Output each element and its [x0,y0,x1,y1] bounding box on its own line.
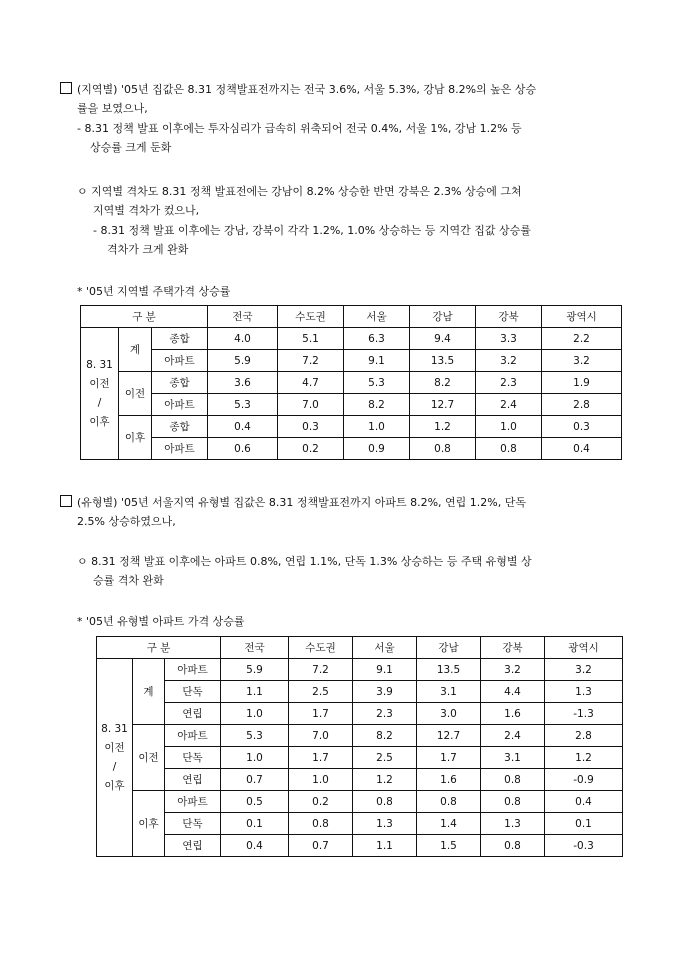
value-cell: 7.0 [278,394,344,416]
value-cell: 1.7 [417,747,481,769]
value-cell: 0.8 [481,769,545,791]
value-cell: 6.3 [344,328,410,350]
table-row [97,681,623,703]
value-cell: 2.4 [476,394,542,416]
value-cell: 1.6 [481,703,545,725]
table-row [97,835,623,857]
value-cell: 0.8 [410,438,476,460]
value-cell: 3.2 [542,350,622,372]
value-cell: 12.7 [417,725,481,747]
type-label: 아파트 [165,791,221,813]
value-cell: 1.9 [542,372,622,394]
checkbox-square-icon [60,82,72,94]
value-cell: 1.3 [481,813,545,835]
value-cell: 0.9 [344,438,410,460]
value-cell: 3.2 [481,659,545,681]
section1-circle: ㅇ 지역별 격차도 8.31 정책 발표전에는 강남이 8.2% 상승한 반면 강북은 2.3% 상승에 그쳐 [77,185,522,198]
table-row [81,350,622,372]
value-cell: 1.0 [289,769,353,791]
type-label: 단독 [165,813,221,835]
value-cell: 0.1 [221,813,289,835]
checkbox-square-icon [60,495,72,507]
value-cell: 1.5 [417,835,481,857]
section2-bullet-cont: 2.5% 상승하였으나, [77,515,176,528]
column-header: 서울 [344,306,410,328]
value-cell: 5.9 [221,659,289,681]
period-label-line: 이전 [89,377,110,390]
group-label: 이후 [133,791,165,857]
value-cell: 1.0 [221,703,289,725]
period-label-line: 이후 [104,779,125,792]
period-label-line: / [112,760,117,773]
value-cell: 2.5 [289,681,353,703]
group-label: 이전 [133,725,165,791]
header-label: 구 분 [81,306,208,328]
value-cell: 3.3 [476,328,542,350]
table-row [81,438,622,460]
value-cell: 12.7 [410,394,476,416]
value-cell: 3.2 [545,659,623,681]
group-label: 이전 [119,372,152,416]
table2-title: * '05년 유형별 아파트 가격 상승률 [77,615,245,628]
value-cell: 2.3 [476,372,542,394]
type-label: 종합 [152,372,208,394]
value-cell: 1.1 [353,835,417,857]
value-cell: 0.4 [545,791,623,813]
type-label: 아파트 [152,350,208,372]
column-header: 광역시 [542,306,622,328]
value-cell: 5.3 [208,394,278,416]
value-cell: 13.5 [410,350,476,372]
column-header: 강북 [476,306,542,328]
column-header: 전국 [208,306,278,328]
value-cell: 3.2 [476,350,542,372]
header-label: 구 분 [97,637,221,659]
table-row [97,703,623,725]
section1-circle-cont: 지역별 격차가 컸으나, [93,204,200,217]
value-cell: 0.7 [289,835,353,857]
value-cell: 8.2 [353,725,417,747]
table-header-row [81,306,622,328]
value-cell: 0.7 [221,769,289,791]
period-label-line: 8. 31 [101,722,128,735]
value-cell: 0.8 [481,835,545,857]
value-cell: 3.9 [353,681,417,703]
value-cell: 9.4 [410,328,476,350]
period-label-line: / [97,396,102,409]
table-row [97,813,623,835]
section1-dash2-cont: 격차가 크게 완화 [107,243,189,256]
value-cell: 2.2 [542,328,622,350]
table-row [81,416,622,438]
value-cell: 4.7 [278,372,344,394]
table-row [81,394,622,416]
value-cell: 5.3 [344,372,410,394]
column-header: 전국 [221,637,289,659]
group-label: 이후 [119,416,152,460]
value-cell: 0.2 [278,438,344,460]
type-price-table [96,636,623,857]
value-cell: 7.0 [289,725,353,747]
value-cell: 0.6 [208,438,278,460]
value-cell: 1.3 [353,813,417,835]
type-label: 연립 [165,769,221,791]
value-cell: 2.8 [545,725,623,747]
type-label: 아파트 [165,725,221,747]
column-header: 강남 [410,306,476,328]
value-cell: 7.2 [278,350,344,372]
value-cell: 1.1 [221,681,289,703]
table-row [97,769,623,791]
type-label: 종합 [152,328,208,350]
value-cell: 2.5 [353,747,417,769]
table1-title: * '05년 지역별 주택가격 상승률 [77,285,231,298]
section2-bullet-text: (유형별) '05년 서울지역 유형별 집값은 8.31 정책발표전까지 아파트 8.2%, 연립 1.2%, 단독 [77,496,526,509]
column-header: 수도권 [289,637,353,659]
value-cell: 2.8 [542,394,622,416]
table-row [97,659,623,681]
value-cell: 1.0 [476,416,542,438]
value-cell: 7.2 [289,659,353,681]
period-label-line: 8. 31 [86,358,113,371]
value-cell: 0.4 [542,438,622,460]
column-header: 강남 [417,637,481,659]
table-header-row [97,637,623,659]
section2-circle-cont: 승률 격차 완화 [93,574,164,587]
value-cell: 0.8 [476,438,542,460]
value-cell: 0.8 [353,791,417,813]
value-cell: 5.1 [278,328,344,350]
value-cell: 0.4 [221,835,289,857]
value-cell: 4.0 [208,328,278,350]
section1-bullet-cont: 률을 보였으나, [77,102,148,115]
value-cell: 2.3 [353,703,417,725]
value-cell: 0.4 [208,416,278,438]
table-row [81,372,622,394]
section1-bullet-text: (지역별) '05년 집값은 8.31 정책발표전까지는 전국 3.6%, 서울 5.3%, 강남 8.2%의 높은 상승 [77,83,537,96]
period-label-line: 이전 [104,741,125,754]
regional-price-table [80,305,622,460]
value-cell: 5.9 [208,350,278,372]
value-cell: -0.9 [545,769,623,791]
section1-dash2: - 8.31 정책 발표 이후에는 강남, 강북이 각각 1.2%, 1.0% 상승하는 등 지역간 집값 상승률 [93,224,531,237]
value-cell: 0.2 [289,791,353,813]
value-cell: 0.3 [278,416,344,438]
value-cell: 4.4 [481,681,545,703]
value-cell: 3.1 [481,747,545,769]
value-cell: -0.3 [545,835,623,857]
value-cell: 0.8 [417,791,481,813]
value-cell: 1.0 [221,747,289,769]
value-cell: 0.8 [481,791,545,813]
type-label: 단독 [165,747,221,769]
value-cell: 13.5 [417,659,481,681]
value-cell: 8.2 [344,394,410,416]
period-label [97,659,133,857]
value-cell: 0.8 [289,813,353,835]
value-cell: 5.3 [221,725,289,747]
column-header: 수도권 [278,306,344,328]
value-cell: 3.6 [208,372,278,394]
group-label: 계 [119,328,152,372]
section2-bullet [60,493,630,512]
value-cell: 2.4 [481,725,545,747]
period-label-line: 이후 [89,415,110,428]
type-label: 단독 [165,681,221,703]
column-header: 광역시 [545,637,623,659]
table-row [81,328,622,350]
value-cell: 1.3 [545,681,623,703]
group-label: 계 [133,659,165,725]
value-cell: 8.2 [410,372,476,394]
type-label: 종합 [152,416,208,438]
value-cell: 3.1 [417,681,481,703]
period-label [81,328,119,460]
type-label: 아파트 [152,394,208,416]
value-cell: 0.5 [221,791,289,813]
section1-bullet [60,80,630,99]
value-cell: -1.3 [545,703,623,725]
value-cell: 1.0 [344,416,410,438]
value-cell: 9.1 [353,659,417,681]
type-label: 아파트 [165,659,221,681]
value-cell: 1.7 [289,703,353,725]
value-cell: 1.2 [410,416,476,438]
table-row [97,791,623,813]
value-cell: 1.2 [545,747,623,769]
type-label: 연립 [165,703,221,725]
value-cell: 0.3 [542,416,622,438]
column-header: 강북 [481,637,545,659]
value-cell: 1.7 [289,747,353,769]
type-label: 아파트 [152,438,208,460]
value-cell: 9.1 [344,350,410,372]
value-cell: 1.2 [353,769,417,791]
value-cell: 1.6 [417,769,481,791]
section1-dash: - 8.31 정책 발표 이후에는 투자심리가 급속히 위축되어 전국 0.4%, 서울 1%, 강남 1.2% 등 [77,122,522,135]
value-cell: 0.1 [545,813,623,835]
section1-dash-cont: 상승률 크게 둔화 [90,141,172,154]
section2-circle: ㅇ 8.31 정책 발표 이후에는 아파트 0.8%, 연립 1.1%, 단독 1.3% 상승하는 등 주택 유형별 상 [77,555,532,568]
type-label: 연립 [165,835,221,857]
value-cell: 3.0 [417,703,481,725]
table-row [97,725,623,747]
value-cell: 1.4 [417,813,481,835]
column-header: 서울 [353,637,417,659]
table-row [97,747,623,769]
